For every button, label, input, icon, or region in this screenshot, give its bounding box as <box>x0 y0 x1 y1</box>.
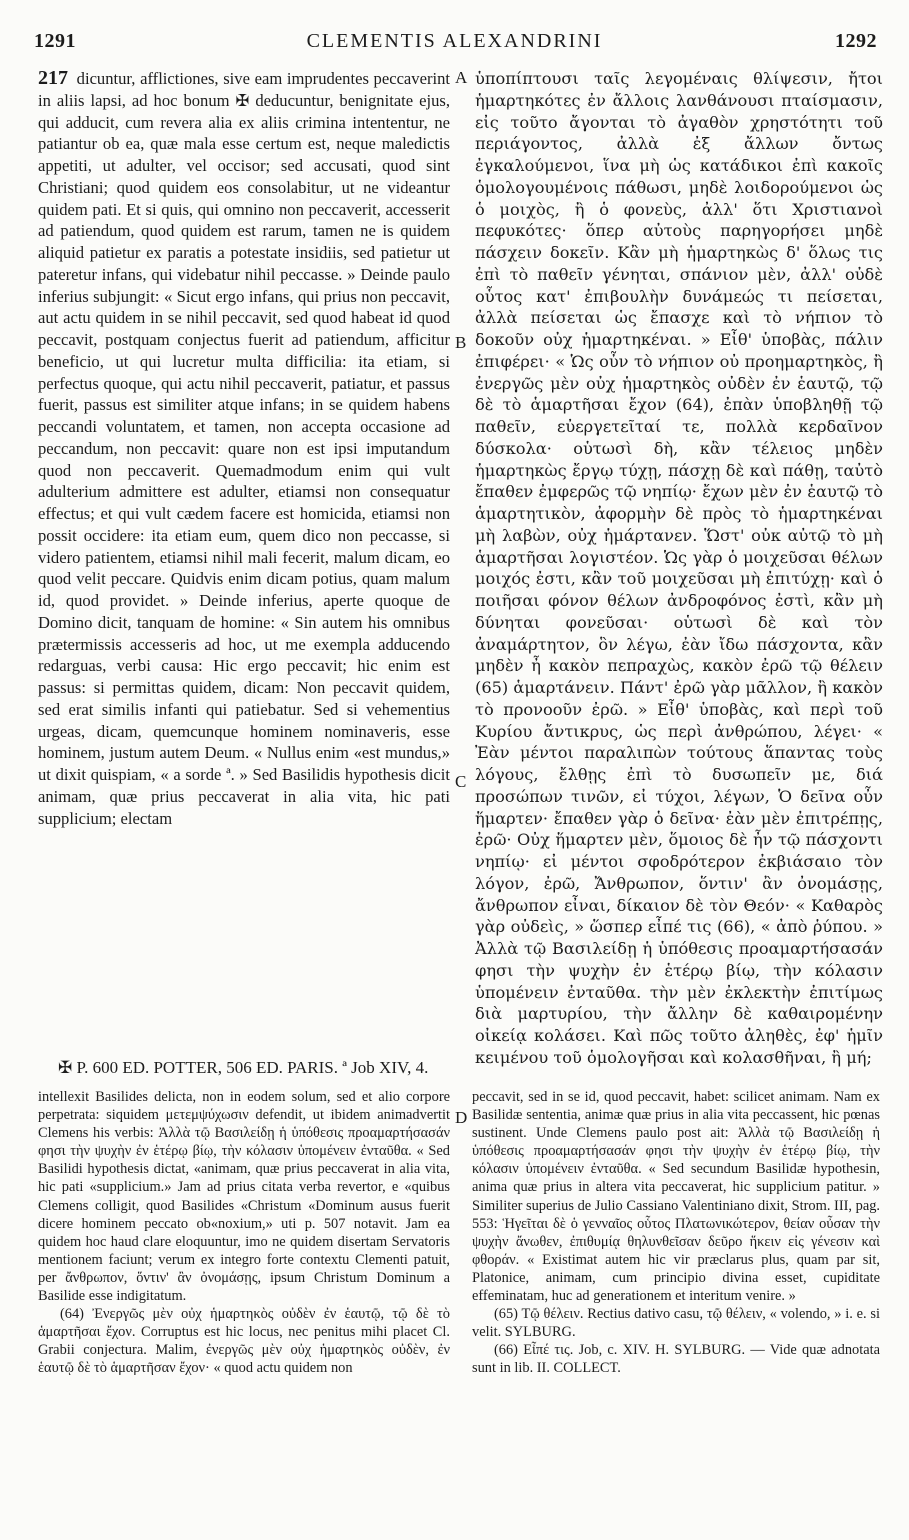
note-64: (64) Ἐνεργῶς μὲν οὐχ ἡμαρτηκὸς οὐδὲν ἐν ἑαυτῷ, τῷ δὲ τὸ ἁμαρτῆσαι ἔχον. Corruptus est hic locus, nec penitus mihi placet Cl. Grabii conjectura. Malim, ἐνεργῶς μὲν οὐχ ἡμαρτηκὸς οὐδὲν, ἐν ἑαυτῷ δὲ τὸ ἁμαρτῆσαν ἔχον· « quod actu quidem non <box>38 1306 450 1377</box>
notes-left-column <box>38 1088 450 1378</box>
page-number-right: 1292 <box>835 30 877 52</box>
note-65: (65) Τῷ θέλειν. Rectius dativo casu, τῷ θέλειν, « volendo, » i. e. si velit. SYLBURG. <box>472 1306 880 1341</box>
greek-text: ὑποπίπτουσι ταῖς λεγομέναις θλίψεσιν, ἤτοι ἡμαρτηκότες ἐν ἄλλοις λανθάνουσι πταίσμασιν, εἰς τοῦτο ἄγονται τὸ ἀγαθὸν χρηστότητι τοῦ περιάγοντος, ἀλλὰ ἐξ ἄλλων ὄντως ἐγκαλούμενοι, ἵνα μὴ ὡς κατάδικοι ἐπὶ κακοῖς ὁμολογουμένοις πάθωσι, μηδὲ λοιδορούμενοι ὡς ὁ μοιχὸς, ἢ ὁ φονεὺς, ἀλλ' ὅτι Χριστιανοὶ πεφυκότες· ὅπερ αὐτοὺς παρηγορήσει μηδὲ πάσχειν δοκεῖν. Κἂν μὴ ἡμαρτηκὼς δ' ὅλως τις ἐπὶ τὸ παθεῖν γένηται, σπάνιον μὲν, ἀλλ' οὐδὲ οὗτος κατ' ἐπιβουλὴν δυνάμεώς τι πείσεται, ἀλλὰ πείσεται ὡς ἔπασχε καὶ τὸ νήπιον τὸ δοκοῦν οὐχ ἡμαρτηκέναι. » Εἶθ' ὑποβὰς, πάλιν ἐπιφέρει· « Ὡς οὖν τὸ νήπιον οὐ προημαρτηκὸς, ἢ ἐνεργῶς μὲν οὐχ ἡμαρτηκὸς οὐδὲν ἐν ἑαυτῷ, τῷ δὲ τὸ ἁμαρτῆσαι ἔχον (64), ἐπὰν ὑποβληθῇ τῷ παθεῖν, εὐεργετεῖταί τε, πολλὰ κερδαῖνον δύσκολα· οὑτωσὶ δὴ, κἂν τέλειος μηδὲν ἡμαρτηκὼς ἔργῳ τύχῃ, πάσχῃ δὲ καὶ πάθῃ, ταὐτὸ ἔπαθεν ἐμφερῶς τῷ νηπίῳ· ἔχων μὲν ἐν ἑαυτῷ τὸ ἁμαρτητικὸν, ἀφορμὴν δὲ πρὸς τὸ ἡμαρτηκέναι μὴ λαβὼν, οὐχ ἡμάρτανεν. Ὥστ' οὐκ αὐτῷ τὸ μὴ ἁμαρτῆσαι λογιστέον. Ὡς γὰρ ὁ μοιχεῦσαι θέλων μοιχός ἐστι, κἂν τοῦ μοιχεῦσαι μὴ ἐπιτύχῃ· καὶ ὁ ποιῆσαι φόνον θέλων ἀνδροφόνος ἐστὶ, κἂν μὴ δύνηται φονεῦσαι· οὑτωσὶ δὲ καὶ τὸν ἀναμάρτητον, ὃν λέγω, ἐὰν ἴδω πάσχοντα, κἂν μηδὲν ἦ κακὸν πεπραχὼς, κακὸν ἐρῶ τῷ θέλειν (65) ἁμαρτάνειν. Πάντ' ἐρῶ γὰρ μᾶλλον, ἢ κακὸν τὸ προνοοῦν ἐρῶ. » Εἶθ' ὑποβὰς, καὶ περὶ τοῦ Κυρίου ἄντικρυς, ὡς περὶ ἀνθρώπου, λέγει· « Ἐὰν μέντοι παραλιπὼν τούτους ἅπαντας τοὺς λόγους, ἔλθῃς ἐπὶ τὸ δυσωπεῖν με, διά προσώπων τινῶν, εἰ τύχοι, λέγων, Ὁ δεῖνα οὖν ἥμαρτεν· ἔπαθεν γὰρ ὁ δεῖνα· ἐὰν μὲν ἐπιτρέπῃς, ἐρῶ· Οὐχ ἥμαρτεν μὲν, ὅμοιος δὲ ἦν τῷ πάσχοντι νηπίῳ· εἰ μέντοι σφοδρότερον ἐκβιάσαιο τὸν λόγον, ἐρῶ, Ἄνθρωπον, ὅντιν' ἂν ὀνομάσῃς, ἄνθρωπον εἶναι, δίκαιον δὲ τὸν Θεόν· « Καθαρὸς γὰρ οὐδεὶς, » ὥσπερ εἶπέ τις (66), « ἀπὸ ῥύπου. » Ἀλλὰ τῷ Βασιλείδῃ ἡ ὑπόθεσις προαμαρτήσασάν φησι τὴν ψυχὴν ἐν ἑτέρῳ βίῳ, τὴν κόλασιν ὑπομένειν ἐνταῦθα. τὴν μὲν ἐκλεκτὴν ἐπιτίμως διὰ μαρτυρίου, τὴν ἄλλην δὲ καθαιρομένην οἰκείᾳ κολάσει. Καὶ πῶς τοῦτο ἀληθὲς, ἐφ' ἡμῖν κειμένου τοῦ ὁμολογῆσαι καὶ κολασθῆναι, ἢ μή; <box>475 69 883 1067</box>
margin-letter-c: C <box>455 772 467 791</box>
note-paragraph: peccavit, sed in se id, quod peccavit, habet: scilicet animam. Nam ex Basilidæ sententia, animæ quæ prius in alia vita peccassent, hic pœnas sustinent. Unde Clemens paulo post ait: Ἀλλὰ τῷ Βασιλείδῃ ἡ ὑπόθεσις προαμαρτήσασάν φησι τὴν ψυχὴν ἐν ἑτέρῳ βίῳ, τὴν κόλασιν ὑπομένειν ἐνταῦθα. « Sed secundum Basilidæ hypothesin, anima quæ prius in altera vita peccaverat, hic supplicium patitur. » Similiter superius de Julio Cassiano Valentiniano dixit, Strom. III, pag. 553: Ἡγεῖται δὲ ὁ γενναῖος οὗτος Πλατωνικώτερον, θείαν οὖσαν τὴν ψυχὴν ἄνωθεν, ἐπιθυμίᾳ θηλυνθεῖσαν δεῦρο ἥκειν εἰς γένεσιν καὶ φθοράν. « Existimat autem hic vir præclarus plus, quam par sit, Platonice, animam, cum principio divina esset, cupiditate effeminatam, huc ad generationem et interitum venire. » <box>472 1089 880 1305</box>
chapter-number: 217 <box>38 67 68 89</box>
margin-letter-b: B <box>455 333 467 352</box>
page-number-left: 1291 <box>34 30 76 52</box>
greek-text-column <box>475 68 883 1069</box>
notes-right-column <box>472 1088 880 1378</box>
running-header <box>28 30 881 60</box>
margin-letter-d: D <box>455 1108 468 1127</box>
margin-letter-a: A <box>455 68 468 87</box>
latin-text: dicuntur, afflictiones, sive eam imprudentes peccaverint in aliis lapsi, ad hoc bonum ✠ deducuntur, benignitate ejus, qui adducit, cum revera alia ex aliis crimina intententur, ne patiantur ob ea, quæ mala esse certum est, neque maledictis appetiti, ut adulter, vel occisor; sed accusati, quod sint Christiani; quod quidem eos consolabitur, ut ne videantur quidem pati. Et si quis, qui omnino non peccaverit, accesserit ad patiendum, quod quidem est rarum, tamen ne is quidem aliquid patietur ex paratis a potestate insidiis, sed patietur ut pateretur infans, qui videbatur nihil peccasse. » Deinde paulo inferius subjungit: « Sicut ergo infans, qui prius non peccavit, aut actu quidem in se nihil peccavit, sed quod habeat id quod peccavit, postquam conjectus fuerit ad patiendum, afficitur beneficio, ut qui lucretur multa difficilia: ita etiam, si perfectus quoque, qui actu nihil peccaverit, patiatur, et passus fuerit, passus est similiter atque infans; in se quidem habens peccandi voluntatem, et tamen, non accepta occasione ad peccandum, non peccavit: quare non est ipsi imputandum quod non peccaverit. Quemadmodum enim qui vult adulterium admittere est adulter, etiamsi non consequatur effectus; et qui vult cædem facere est homicida, etiamsi non possit occidere: ita etiam eum, quem dico non peccasse, si videro patientem, etiamsi nihil mali fecerit, malum dicam, eo quod velit peccare. Quidvis enim dicam potius, quam malum id, quod providet. » Deinde inferius, aperte quoque de Domino dicit, tanquam de homine: « Sin autem his omnibus prætermissis accesseris ad hoc, ut me exempla adducendo redarguas, verbi causa: Hic ergo peccavit; hic enim est passus: si permittas quidem, dicam: Non peccavit quidem, sed erat similis infanti qui patiebatur. Sed si vehementius urgeas, dicam, quemcunque hominem nominaveris, esse hominem, justum autem Deum. « Nullus enim «est mundus,» ut dixit quispiam, « a sorde ª. » Sed Basilidis hypothesis dicit animam, quæ prius peccaverat in alia vita, hic pati supplicium; electam <box>38 69 451 828</box>
running-title: CLEMENTIS ALEXANDRINI <box>306 30 603 52</box>
note-paragraph: intellexit Basilides delicta, non in eodem solum, sed et alio corpore perpetrata: siquidem μετεμψύχωσιν defendit, ut ibidem animadvertit Clemens his verbis: Ἀλλὰ τῷ Βασιλείδῃ ἡ ὑπόθεσις προαμαρτήσασάν φησι τὴν ψυχὴν ἐν ἑτέρῳ βίῳ, τὴν κόλασιν ὑπομένειν ἐνταῦθα. « Sed Basilidi hypothesis dictat, «animam, quæ prius peccaverat in alia vita, hic pati «supplicium.» Jam ad prius citata verba revertor, e «quibus Clemens colligit, quod Basilides «Christum «Dominum ausus fuerit dicere hominem peccato ob«noxium,» uti p. 507 notavit. Jam ea quidem hoc haud clare eloquuntur, imo ne quidem disertam Servatoris mentionem faciunt; verum ex integro forte contextu Clementi patuit, per ἄνθρωπον, ὅντιν' ἂν ὀνομάσῃς, ipsum Christum Dominum a Basilide esse indigitatum. <box>38 1089 450 1305</box>
page-reference-line: ✠ P. 600 ED. POTTER, 506 ED. PARIS. ª Job XIV, 4. <box>58 1058 429 1077</box>
latin-translation-column <box>38 68 450 829</box>
note-66: (66) Εἶπέ τις. Job, c. XIV. H. SYLBURG. — Vide quæ adnotata sunt in lib. II. COLLECT. <box>472 1342 880 1377</box>
